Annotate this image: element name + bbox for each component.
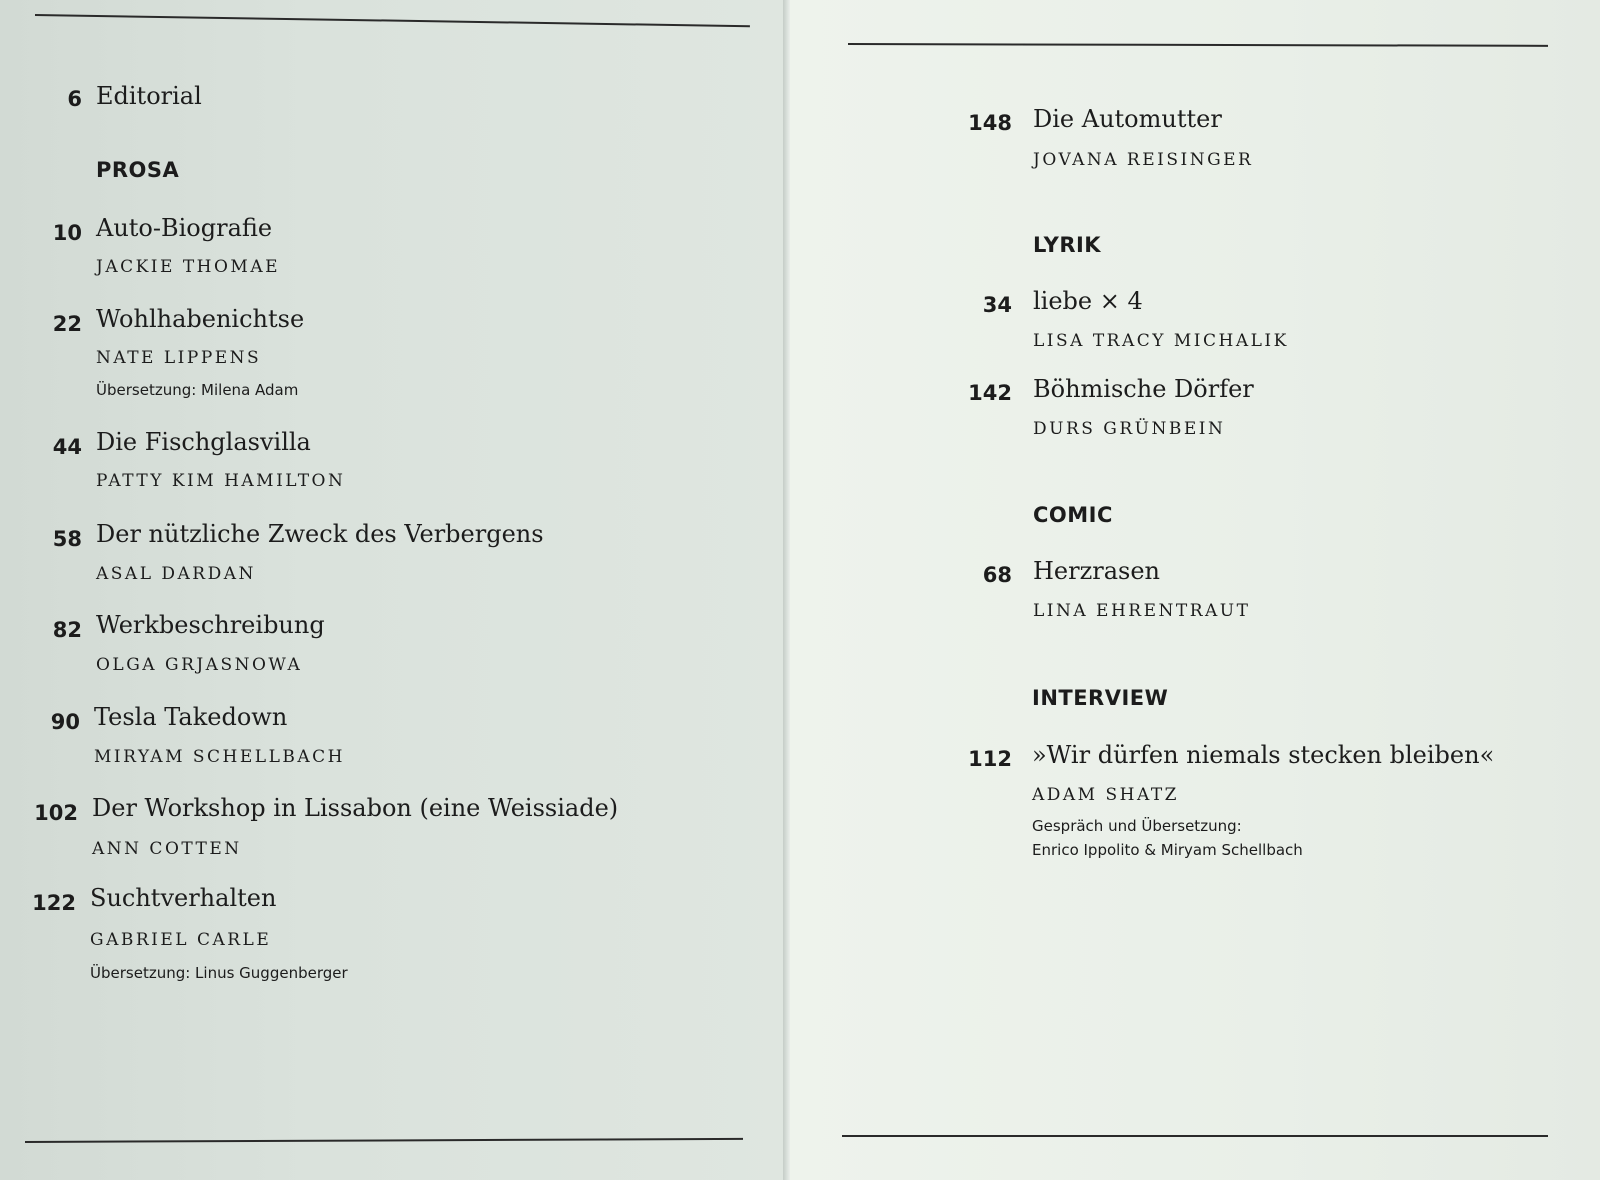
entry-title: Editorial: [96, 82, 202, 110]
top-rule-left: [35, 14, 750, 27]
right-page: [790, 0, 1600, 1180]
entry-title: Die Fischglasvilla: [96, 428, 311, 456]
entry-number: 58: [52, 527, 82, 551]
entry-title: Der Workshop in Lissabon (eine Weissiade): [92, 794, 619, 822]
section-heading-lyrik: LYRIK: [1033, 233, 1102, 257]
bottom-rule-left: [25, 1138, 743, 1143]
entry-number: 10: [52, 221, 82, 245]
entry-author: JOVANA REISINGER: [1033, 150, 1254, 170]
entry-credit: Übersetzung: Linus Guggenberger: [90, 964, 348, 982]
entry-title: Herzrasen: [1033, 557, 1161, 585]
section-heading-interview: INTERVIEW: [1032, 686, 1169, 710]
section-heading-prosa: PROSA: [96, 158, 180, 182]
entry-credit: Enrico Ippolito & Miryam Schellbach: [1032, 841, 1303, 859]
entry-author: GABRIEL CARLE: [90, 930, 272, 950]
entry-author: PATTY KIM HAMILTON: [96, 471, 346, 491]
entry-title: Böhmische Dörfer: [1033, 375, 1254, 403]
entry-title: Suchtverhalten: [90, 884, 277, 912]
entry-title: Werkbeschreibung: [96, 611, 325, 639]
section-heading-comic: COMIC: [1033, 503, 1113, 527]
entry-number: 68: [982, 563, 1012, 587]
entry-number: 6: [67, 87, 82, 111]
entry-number: 44: [52, 435, 82, 459]
entry-title: liebe × 4: [1033, 287, 1143, 315]
entry-number: 90: [50, 710, 80, 734]
entry-number: 142: [968, 381, 1012, 405]
entry-number: 122: [32, 891, 76, 915]
entry-number: 22: [52, 312, 82, 336]
entry-author: ASAL DARDAN: [96, 564, 256, 584]
entry-author: LINA EHRENTRAUT: [1033, 601, 1251, 621]
entry-author: ADAM SHATZ: [1032, 785, 1179, 805]
entry-number: 148: [968, 111, 1012, 135]
entry-number: 82: [52, 618, 82, 642]
entry-title: Wohlhabenichtse: [96, 305, 305, 333]
entry-credit: Gespräch und Übersetzung:: [1032, 817, 1242, 835]
entry-author: OLGA GRJASNOWA: [96, 655, 303, 675]
entry-author: LISA TRACY MICHALIK: [1033, 331, 1289, 351]
entry-author: ANN COTTEN: [92, 839, 242, 859]
bottom-rule-right: [842, 1135, 1548, 1137]
entry-author: DURS GRÜNBEIN: [1033, 419, 1226, 439]
entry-title: Der nützliche Zweck des Verbergens: [96, 520, 544, 548]
entry-title: Tesla Takedown: [94, 703, 288, 731]
top-rule-right: [848, 43, 1548, 47]
entry-author: JACKIE THOMAE: [96, 257, 281, 277]
left-page: [0, 0, 790, 1180]
entry-title: »Wir dürfen niemals stecken bleiben«: [1032, 741, 1495, 769]
entry-author: NATE LIPPENS: [96, 348, 262, 368]
entry-title: Auto-Biografie: [96, 214, 273, 242]
entry-credit: Übersetzung: Milena Adam: [96, 381, 299, 399]
entry-author: MIRYAM SCHELLBACH: [94, 747, 345, 767]
entry-number: 102: [34, 801, 78, 825]
entry-number: 34: [982, 293, 1012, 317]
entry-number: 112: [968, 747, 1012, 771]
entry-title: Die Automutter: [1033, 105, 1222, 133]
